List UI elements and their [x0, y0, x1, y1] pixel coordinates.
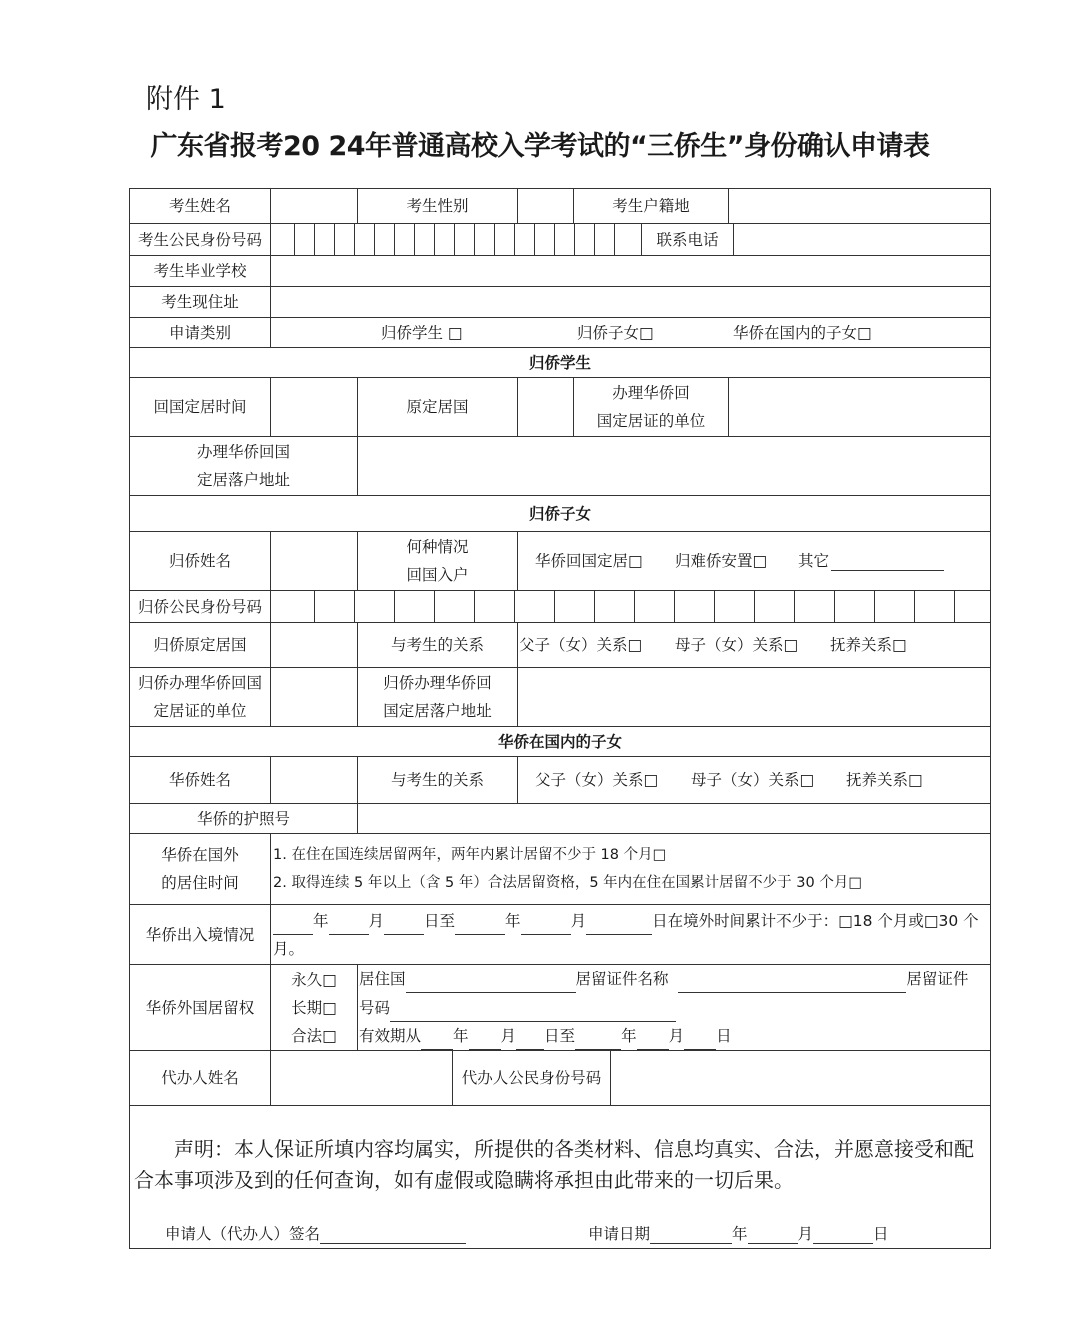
- other-input[interactable]: [831, 552, 944, 571]
- label-residency: 华侨外国居留权: [145, 998, 255, 1017]
- row-basic-info: [130, 189, 990, 223]
- input-returnee-hukou[interactable]: [517, 668, 990, 726]
- option-other[interactable]: 其它: [798, 552, 830, 570]
- option-legal[interactable]: 合法□: [291, 1026, 337, 1045]
- overseas-relation-options: [517, 757, 990, 803]
- option-returned-child[interactable]: 归侨子女□: [577, 323, 654, 342]
- label-returnee-hukou: 归侨办理华侨回 国定居落户地址: [357, 668, 517, 726]
- label-agent-name: 代办人姓名: [161, 1069, 239, 1087]
- input-agent-id[interactable]: [610, 1051, 990, 1105]
- label-how-return: 何种情况 回国入户: [357, 532, 517, 590]
- label-entry-exit: 华侨出入境情况: [145, 925, 255, 944]
- residency-details[interactable]: 居住国 居留证件名称 居留证件 号码 有效期从 年 月 日至 年 月 日: [357, 965, 990, 1050]
- label-name: 考生姓名: [168, 197, 231, 215]
- label-passport: 华侨的护照号: [196, 809, 290, 828]
- label-school: 考生毕业学校: [153, 262, 247, 280]
- input-returnee-cert-unit[interactable]: [270, 668, 357, 726]
- label-returnee-id: 归侨公民身份号码: [137, 597, 262, 616]
- label-return-time: 回国定居时间: [153, 398, 247, 416]
- label-category: 申请类别: [168, 323, 231, 342]
- option-overseas-child[interactable]: 华侨在国内的子女□: [733, 323, 872, 342]
- label-abroad-time: 华侨在国外 的居住时间: [161, 846, 239, 892]
- input-passport[interactable]: [357, 804, 990, 833]
- row-declaration: [130, 1105, 990, 1248]
- row-overseas-name: [130, 756, 990, 803]
- label-hukou: 考生户籍地: [573, 189, 728, 223]
- label-relation: 与考生的关系: [357, 623, 517, 667]
- page-title: 广东省报考20 24年普通高校入学考试的“三侨生”身份确认申请表: [150, 131, 930, 162]
- label-orig-country: 原定居国: [357, 378, 517, 436]
- option-adoptive[interactable]: 抚养关系□: [830, 636, 907, 654]
- option-father[interactable]: 父子（女）关系□: [535, 771, 659, 789]
- attachment-label: 附件 1: [146, 84, 226, 115]
- label-returnee-orig-country: 归侨原定居国: [153, 636, 247, 654]
- row-entry-exit: [130, 904, 990, 964]
- option-mother[interactable]: 母子（女）关系□: [675, 636, 799, 654]
- row-residency: [130, 964, 990, 1050]
- section-overseas-child: [130, 726, 990, 756]
- option-permanent[interactable]: 永久□: [291, 970, 337, 989]
- option-refugee[interactable]: 归难侨安置□: [675, 552, 768, 570]
- option-long-term[interactable]: 长期□: [291, 998, 337, 1017]
- category-options: [270, 318, 990, 347]
- row-school: [130, 255, 990, 286]
- input-agent-name[interactable]: [270, 1051, 452, 1105]
- input-return-time[interactable]: [270, 378, 357, 436]
- input-hukou-address[interactable]: [357, 437, 990, 495]
- section-heading: 华侨在国内的子女: [497, 732, 622, 751]
- input-returnee-orig-country[interactable]: [270, 623, 357, 667]
- date-line[interactable]: 申请日期 年 月 日: [588, 1225, 889, 1243]
- row-returnee-relation: [130, 622, 990, 667]
- declaration-text: 声明：本人保证所填内容均属实，所提供的各类材料、信息均真实、合法，并愿意接受和配合本事项涉及到的任何查询，如有虚假或隐瞒将承担由此带来的一切后果。: [134, 1137, 974, 1192]
- row-passport: [130, 803, 990, 833]
- input-name[interactable]: [270, 189, 357, 223]
- input-hukou[interactable]: [728, 189, 990, 223]
- returnee-id-boxes[interactable]: [270, 591, 990, 622]
- input-cert-unit[interactable]: [728, 378, 990, 436]
- label-returnee-name: 归侨姓名: [168, 552, 231, 570]
- section-returned-child: [130, 495, 990, 531]
- label-id-number: 考生公民身份号码: [137, 230, 262, 249]
- label-gender: 考生性别: [357, 189, 517, 223]
- row-address: [130, 286, 990, 317]
- row-returnee-cert: [130, 667, 990, 726]
- id-number-boxes[interactable]: [270, 224, 641, 255]
- label-overseas-relation: 与考生的关系: [357, 757, 517, 803]
- how-options: [517, 532, 990, 590]
- row-returnee-name: [130, 531, 990, 590]
- row-abroad-time: [130, 833, 990, 904]
- relation-options: [517, 623, 990, 667]
- input-returnee-name[interactable]: [270, 532, 357, 590]
- label-hukou-address: 办理华侨回国 定居落户地址: [196, 443, 290, 489]
- option-adoptive[interactable]: 抚养关系□: [846, 771, 923, 789]
- residency-types: [270, 965, 357, 1050]
- application-form: [129, 188, 991, 1249]
- row-agent: [130, 1050, 990, 1105]
- abroad-options: [270, 834, 990, 904]
- row-hukou-address: [130, 436, 990, 495]
- label-overseas-name: 华侨姓名: [168, 771, 231, 789]
- label-returnee-cert-unit: 归侨办理华侨回国 定居证的单位: [137, 674, 262, 720]
- option-returned-student[interactable]: 归侨学生 □: [381, 323, 463, 342]
- option-abroad-30[interactable]: 2. 取得连续 5 年以上（含 5 年）合法居留资格，5 年内在住在国累计居留不少于 30 个月□: [273, 875, 863, 891]
- section-returned-student: [130, 347, 990, 377]
- input-orig-country[interactable]: [517, 378, 573, 436]
- option-father[interactable]: 父子（女）关系□: [519, 636, 643, 654]
- signature-line[interactable]: 申请人（代办人）签名: [165, 1222, 466, 1244]
- input-address[interactable]: [270, 287, 990, 317]
- input-school[interactable]: [270, 256, 990, 286]
- label-address: 考生现住址: [161, 293, 239, 311]
- row-returnee-id: [130, 590, 990, 622]
- section-heading: 归侨学生: [528, 353, 591, 372]
- entry-exit-fill[interactable]: 年 月 日至 年 月 日在境外时间累计不少于：□18 个月或□30 个 月。: [270, 905, 990, 964]
- label-phone: 联系电话: [641, 224, 733, 255]
- input-phone[interactable]: [733, 224, 990, 255]
- row-return-info: [130, 377, 990, 436]
- section-heading: 归侨子女: [528, 504, 591, 523]
- option-abroad-18[interactable]: 1. 在住在国连续居留两年，两年内累计居留不少于 18 个月□: [273, 847, 667, 863]
- option-mother[interactable]: 母子（女）关系□: [691, 771, 815, 789]
- option-settle[interactable]: 华侨回国定居□: [535, 552, 643, 570]
- label-agent-id: 代办人公民身份号码: [452, 1051, 610, 1105]
- row-id-number: [130, 223, 990, 255]
- row-category: [130, 317, 990, 347]
- input-gender[interactable]: [517, 189, 573, 223]
- label-cert-unit: 办理华侨回 国定居证的单位: [573, 378, 728, 436]
- input-overseas-name[interactable]: [270, 757, 357, 803]
